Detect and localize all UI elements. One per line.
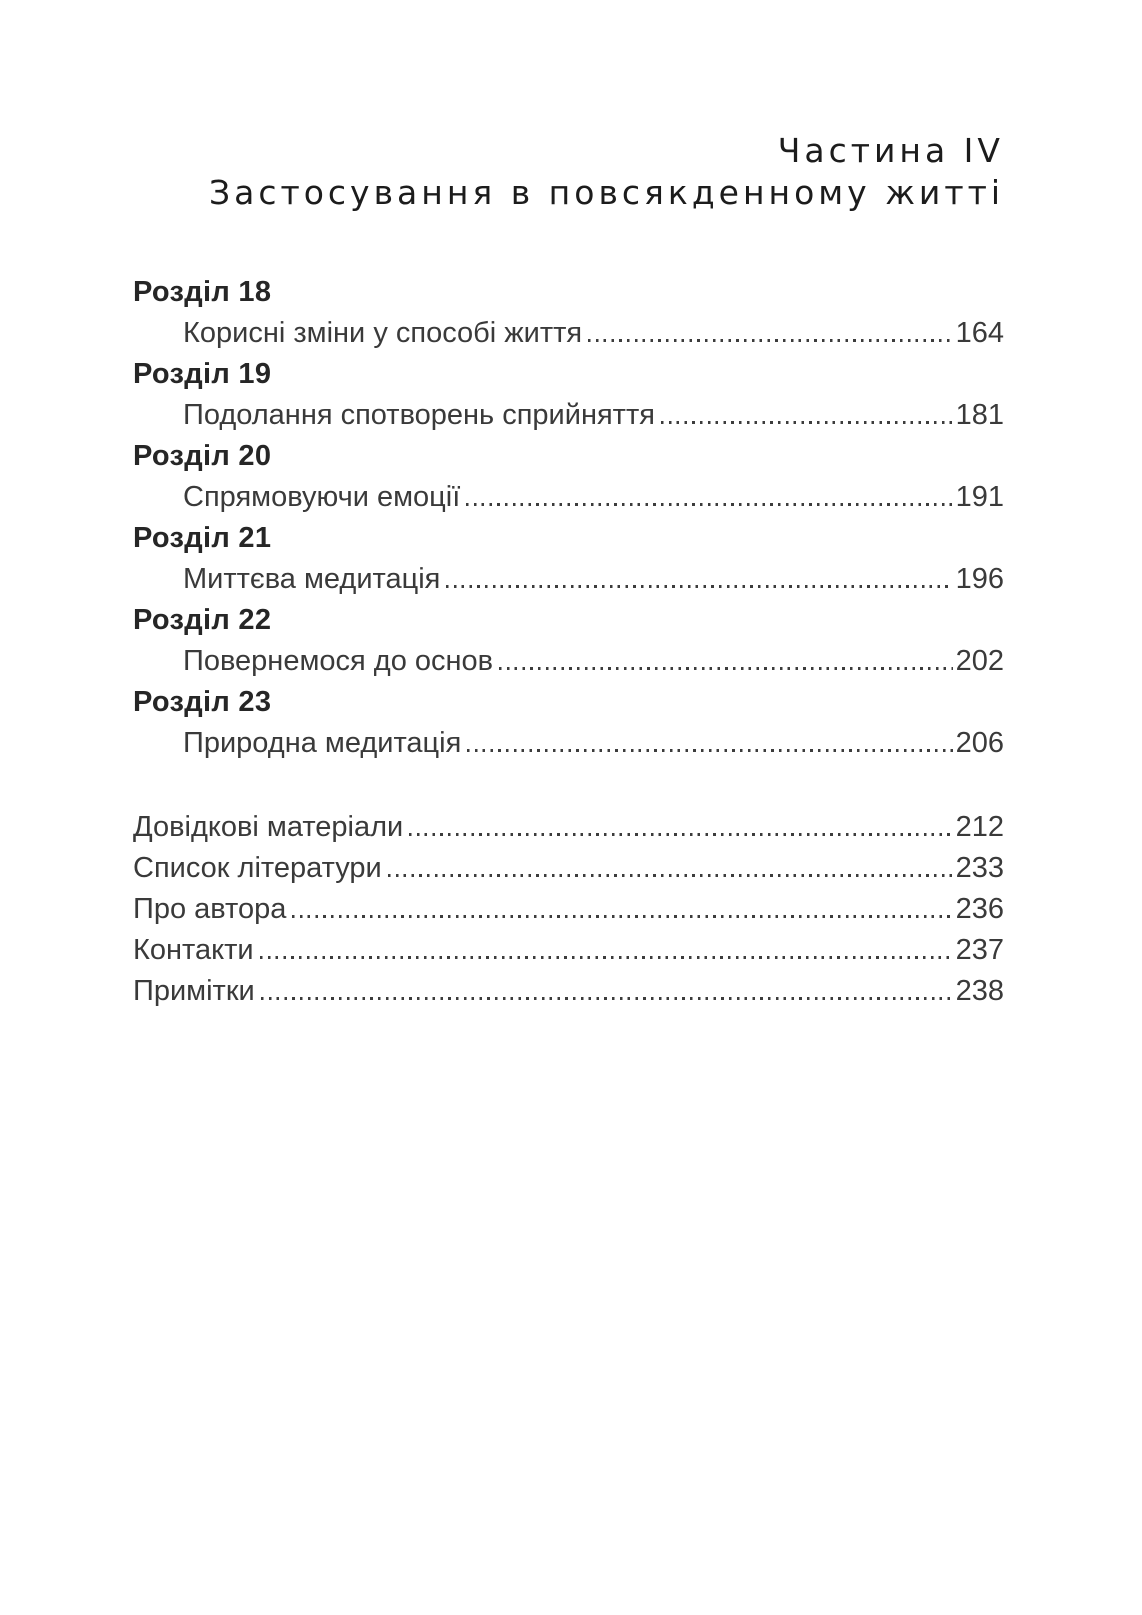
chapter-title: Повернемося до основ [183, 645, 494, 677]
chapter-title: Спрямовуючи емоції [183, 481, 461, 513]
section-title: Примітки [133, 975, 255, 1007]
dot-leader [466, 503, 952, 506]
toc-entry-notes [133, 971, 1004, 1012]
dot-leader [388, 874, 953, 877]
dot-leader [292, 915, 952, 918]
page-number: 212 [955, 811, 1004, 843]
page-number: 206 [955, 727, 1004, 759]
toc-entry [133, 559, 1004, 600]
toc-entry [133, 723, 1004, 764]
dot-leader [409, 833, 952, 836]
chapter-number-label: Розділ 20 [133, 440, 272, 472]
toc-entry [133, 641, 1004, 682]
toc-chapter-21 [133, 518, 1004, 600]
toc-entry-reference-materials [133, 807, 1004, 848]
chapter-number-label: Розділ 22 [133, 604, 272, 636]
toc-entry [133, 313, 1004, 354]
toc-entry [133, 395, 1004, 436]
section-title: Про автора [133, 893, 287, 925]
toc-entry-contacts [133, 930, 1004, 971]
chapter-title: Подолання спотворень сприйняття [183, 399, 655, 431]
toc-back-matter-list [133, 807, 1004, 1012]
toc-entry-about-author [133, 889, 1004, 930]
chapter-number-label: Розділ 21 [133, 522, 272, 554]
part-title-heading: Застосування в повсякденному житті [208, 173, 1004, 212]
page-number: 236 [955, 893, 1004, 925]
toc-chapter-18 [133, 272, 1004, 354]
chapter-number-label: Розділ 23 [133, 686, 272, 718]
dot-leader [467, 749, 952, 752]
page-number: 202 [955, 645, 1004, 677]
page-number: 237 [955, 934, 1004, 966]
toc-entry-bibliography [133, 848, 1004, 889]
toc-chapter-list [133, 272, 1004, 764]
dot-leader [661, 421, 953, 424]
chapter-number-label: Розділ 18 [133, 276, 272, 308]
chapter-title: Корисні зміни у способі життя [183, 317, 583, 349]
part-number-heading: Частина IV [777, 131, 1004, 170]
toc-chapter-23 [133, 682, 1004, 764]
dot-leader [588, 339, 952, 342]
section-title: Список літератури [133, 852, 382, 884]
page-number: 238 [955, 975, 1004, 1007]
chapter-title: Миттєва медитація [183, 563, 441, 595]
dot-leader [261, 997, 953, 1000]
toc-chapter-22 [133, 600, 1004, 682]
chapter-title: Природна медитація [183, 727, 462, 759]
page-number: 181 [955, 399, 1004, 431]
page-number: 164 [955, 317, 1004, 349]
toc-entry [133, 477, 1004, 518]
dot-leader [260, 956, 953, 959]
section-title: Контакти [133, 934, 254, 966]
section-title: Довідкові матеріали [133, 811, 404, 843]
page-number: 196 [955, 563, 1004, 595]
chapter-number-label: Розділ 19 [133, 358, 272, 390]
toc-chapter-20 [133, 436, 1004, 518]
page-number: 233 [955, 852, 1004, 884]
toc-chapter-19 [133, 354, 1004, 436]
dot-leader [499, 667, 953, 670]
part-heading [133, 130, 1004, 214]
dot-leader [446, 585, 952, 588]
page-number: 191 [955, 481, 1004, 513]
